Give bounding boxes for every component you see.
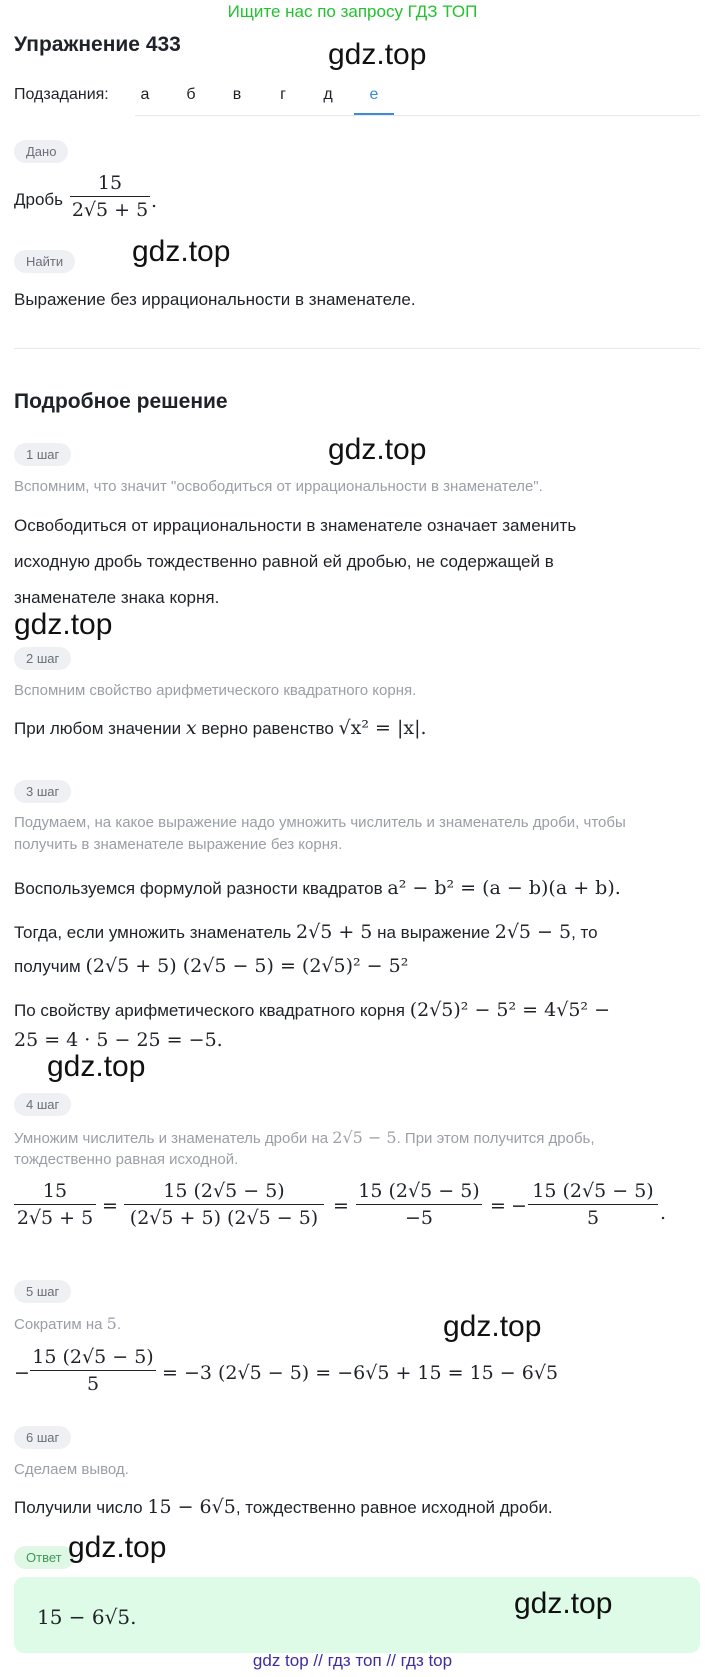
step-3-line-1 [14, 870, 621, 907]
step-4-fraction-1 [14, 1180, 96, 1229]
step-4-minus: − [511, 1195, 527, 1217]
watermark: gdz.top [47, 1050, 146, 1083]
step-4-dot: . [660, 1202, 667, 1224]
step-5-hint-a: Сократим на [14, 1316, 103, 1333]
given-period: . [151, 190, 158, 212]
tab-b[interactable]: б [186, 86, 196, 103]
step-3-line-2 [14, 914, 598, 951]
step-2-hint: Вспомним свойство арифметического квадратного корня. [14, 682, 417, 699]
step-4-f2-den: (2√5 + 5) (2√5 − 5) [129, 1207, 319, 1229]
step-4-f4-num: 15 (2√5 − 5) [532, 1180, 654, 1202]
step-3-line-1-text: Воспользуемся формулой разности квадратов [14, 879, 383, 898]
step-5-hint-m: 5 [106, 1314, 117, 1333]
given-pill: Дано [14, 140, 68, 163]
step-3-line-4-math: (2√5)² − 5² = 4√5² − [409, 999, 610, 1021]
step-6-text-b: , тождественно равное исходной дроби. [235, 1498, 553, 1517]
step-5-pill: 5 шаг [14, 1280, 71, 1303]
watermark: gdz.top [328, 433, 427, 466]
step-3-pill: 3 шаг [14, 780, 71, 803]
step-3-line-5-math: 25 = 4 · 5 − 25 = −5. [14, 1029, 223, 1051]
tab-g[interactable]: г [280, 86, 286, 103]
find-pill: Найти [14, 250, 75, 273]
active-tab-indicator [354, 113, 394, 115]
step-5-fraction [30, 1346, 156, 1395]
step-1-line-3: знаменателе знака корня. [14, 588, 220, 607]
step-3-hint-1: Подумаем, на какое выражение надо умножить числитель и знаменатель дроби, чтобы [14, 814, 626, 831]
step-4-f1-num: 15 [42, 1180, 68, 1202]
step-3-line-1-math: a² − b² = (a − b)(a + b). [387, 877, 621, 899]
step-5-f-num: 15 (2√5 − 5) [32, 1346, 154, 1368]
watermark: gdz.top [328, 38, 427, 71]
step-4-fraction-2 [124, 1180, 324, 1229]
step-5-hint-b: . [116, 1316, 121, 1333]
step-4-hint-1a: Умножим числитель и знаменатель дроби на [14, 1130, 329, 1147]
given-fraction-denominator: 2√5 + 5 [71, 199, 149, 221]
step-3-line-2-text-c: , то [571, 923, 598, 942]
step-3-line-3 [14, 948, 408, 985]
step-6-line [14, 1489, 553, 1526]
tab-e[interactable]: е [369, 86, 379, 103]
step-3-line-3-math: (2√5 + 5) (2√5 − 5) = (2√5)² − 5² [85, 955, 409, 977]
step-4-hint-2: тождественно равная исходной. [14, 1151, 239, 1168]
step-2-text-a: При любом значении [14, 719, 182, 738]
given-text: Дробь [14, 190, 64, 209]
step-4-fraction-3 [356, 1180, 482, 1229]
step-6-math: 15 − 6√5 [147, 1496, 236, 1518]
step-2-var: x [185, 717, 197, 739]
watermark: gdz.top [443, 1310, 542, 1343]
step-1-line-2: исходную дробь тождественно равной ей дробью, не содержащей в [14, 552, 554, 571]
step-6-hint: Сделаем вывод. [14, 1461, 129, 1478]
step-4-f3-num: 15 (2√5 − 5) [358, 1180, 480, 1202]
step-2-math: √x² = |x|. [338, 717, 427, 739]
step-2-text-b: верно равенство [201, 719, 334, 738]
answer-value: 15 − 6√5. [37, 1605, 137, 1629]
step-1-hint: Вспомним, что значит "освободиться от иррациональности в знаменателе". [14, 478, 543, 495]
step-4-hint-1b: . При этом получится дробь, [396, 1130, 595, 1147]
step-3-line-3-text: получим [14, 957, 81, 976]
watermark: gdz.top [514, 1587, 613, 1620]
step-2-pill: 2 шаг [14, 647, 71, 670]
tab-d[interactable]: д [323, 86, 333, 103]
tab-a[interactable]: а [140, 86, 150, 103]
step-4-eq-1: = [102, 1195, 118, 1217]
step-4-pill: 4 шаг [14, 1093, 71, 1116]
step-4-eq-2: = [333, 1195, 349, 1217]
watermark: gdz.top [14, 608, 113, 641]
step-4-f3-den: −5 [404, 1207, 433, 1229]
step-2-line [14, 710, 427, 747]
step-3-line-2-math-a: 2√5 + 5 [296, 921, 373, 943]
step-5-minus: − [14, 1362, 30, 1384]
step-4-fraction-4 [528, 1180, 658, 1229]
step-4-hint-1m: 2√5 − 5 [332, 1128, 397, 1147]
step-5-hint [14, 1313, 121, 1336]
tab-v[interactable]: в [232, 86, 242, 103]
step-1-line-1: Освободиться от иррациональности в знаменателе означает заменить [14, 516, 577, 535]
step-4-eq-3: = [490, 1195, 506, 1217]
watermark: gdz.top [132, 235, 231, 268]
solution-title: Подробное решение [14, 390, 228, 413]
given-fraction [70, 172, 150, 221]
subtask-tabs [135, 80, 700, 116]
watermark: gdz.top [68, 1531, 167, 1564]
step-4-f2-num: 15 (2√5 − 5) [163, 1180, 285, 1202]
find-text: Выражение без иррациональности в знаменателе. [14, 290, 416, 309]
promo-banner[interactable]: Ищите нас по запросу ГДЗ ТОП [227, 2, 478, 21]
page-title: Упражнение 433 [14, 33, 181, 56]
step-4-f1-den: 2√5 + 5 [16, 1207, 94, 1229]
step-5-f-den: 5 [86, 1373, 100, 1395]
answer-pill: Ответ [14, 1546, 74, 1569]
step-3-hint-2: получить в знаменателе выражение без корня. [14, 836, 343, 853]
footer-links[interactable]: gdz top // гдз топ // гдз top [252, 1651, 453, 1670]
given-fraction-numerator: 15 [97, 172, 123, 194]
step-3-line-4-text: По свойству арифметического квадратного корня [14, 1001, 405, 1020]
step-4-f4-den: 5 [586, 1207, 600, 1229]
step-3-line-2-math-b: 2√5 − 5 [494, 921, 572, 943]
step-3-line-2-text-b: на выражение [377, 923, 490, 942]
step-6-text-a: Получили число [14, 1498, 143, 1517]
subtasks-label: Подзадания: [14, 86, 109, 103]
divider [14, 348, 700, 349]
step-4-hint-1 [14, 1127, 595, 1150]
step-5-rest: = −3 (2√5 − 5) = −6√5 + 15 = 15 − 6√5 [162, 1362, 559, 1384]
step-3-line-2-text-a: Тогда, если умножить знаменатель [14, 923, 292, 942]
step-6-pill: 6 шаг [14, 1426, 71, 1449]
step-1-pill: 1 шаг [14, 443, 71, 466]
